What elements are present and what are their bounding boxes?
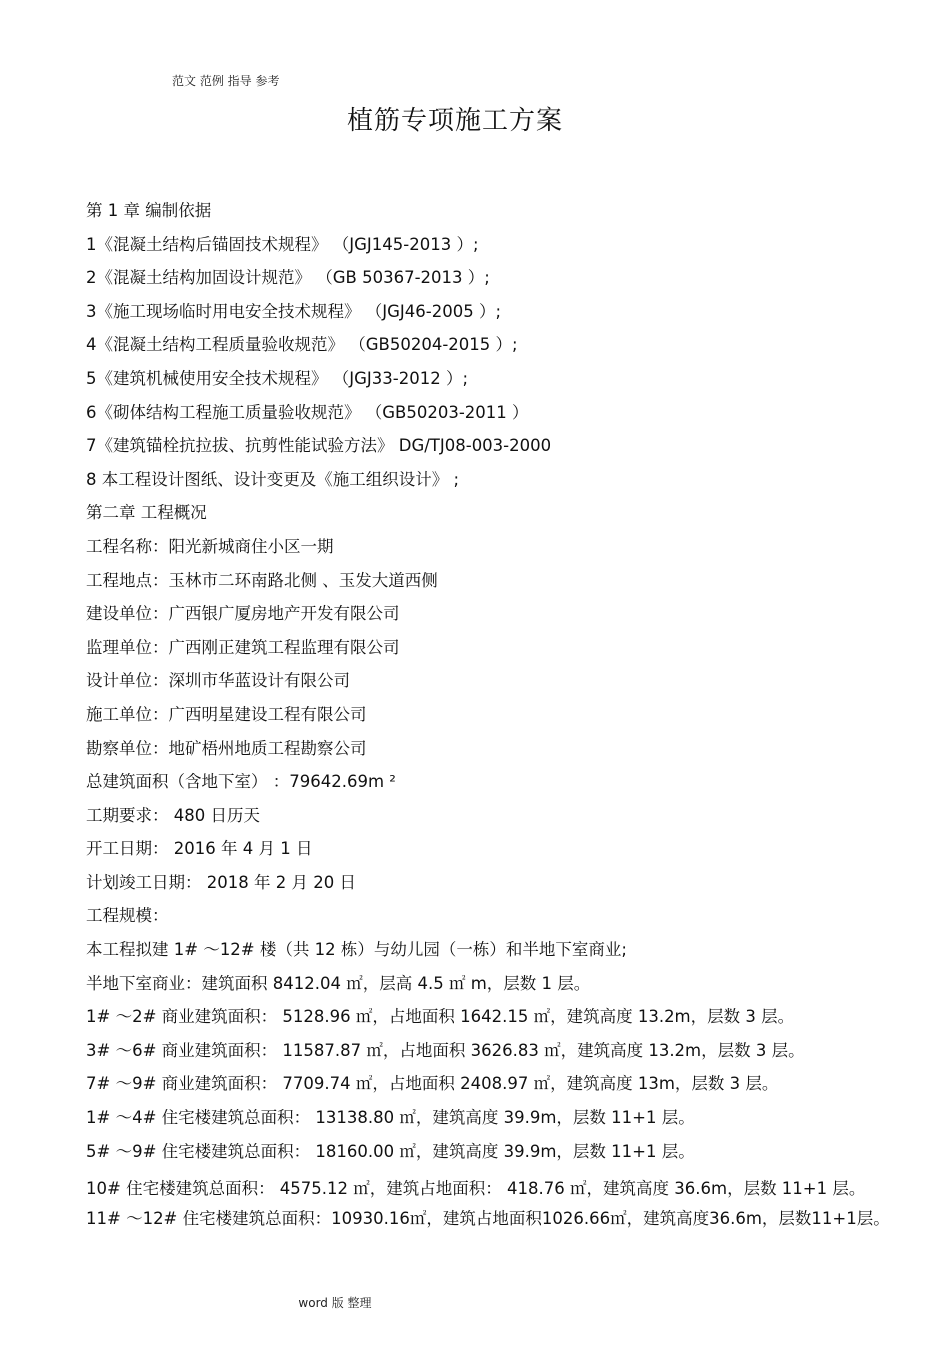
reference-item: 4《混凝土结构工程质量验收规范》 （GB50204-2015 ）;: [86, 335, 518, 355]
scale-item: 7# ～9# 商业建筑面积： 7709.74 ㎡，占地面积 2408.97 ㎡，建筑高度 13m，层数 3 层。: [86, 1074, 779, 1094]
scale-item: 11# ～12# 住宅楼建筑总面积：10930.16㎡，建筑占地面积1026.66㎡，建筑高度36.6m，层数11+1层。: [86, 1208, 890, 1228]
reference-item: 2《混凝土结构加固设计规范》 （GB 50367-2013 ）;: [86, 268, 490, 288]
reference-item: 6《砌体结构工程施工质量验收规范》 （GB50203-2011 ）: [86, 402, 529, 422]
scale-heading: 工程规模：: [86, 906, 169, 926]
surveyor: 勘察单位：地矿梧州地质工程勘察公司: [86, 738, 367, 758]
reference-item: 1《混凝土结构后锚固技术规程》 （JGJ145-2013 ）;: [86, 234, 479, 254]
scale-item: 10# 住宅楼建筑总面积： 4575.12 ㎡，建筑占地面积： 418.76 ㎡，建筑高度 36.6m，层数 11+1 层。: [86, 1179, 866, 1199]
duration: 工期要求： 480 日历天: [86, 805, 260, 825]
document-body: [86, 198, 890, 1239]
reference-item: 3《施工现场临时用电安全技术规程》 （JGJ46-2005 ）;: [86, 301, 502, 321]
reference-item: 8 本工程设计图纸、设计变更及《施工组织设计》 ;: [86, 469, 460, 489]
scale-item: 5# ～9# 住宅楼建筑总面积： 18160.00 ㎡，建筑高度 39.9m，层数 11+1 层。: [86, 1141, 695, 1161]
page-footer: word 版 整理: [298, 1296, 372, 1310]
chapter-1-heading: 第 1 章 编制依据: [86, 201, 212, 220]
developer: 建设单位：广西银广厦房地产开发有限公司: [86, 604, 400, 624]
start-date: 开工日期： 2016 年 4 月 1 日: [86, 839, 313, 859]
planned-completion: 计划竣工日期： 2018 年 2 月 20 日: [86, 872, 356, 892]
contractor: 施工单位：广西明星建设工程有限公司: [86, 704, 367, 724]
scale-item: 1# ～4# 住宅楼建筑总面积： 13138.80 ㎡，建筑高度 39.9m，层数 11+1 层。: [86, 1108, 695, 1128]
scale-item: 3# ～6# 商业建筑面积： 11587.87 ㎡，占地面积 3626.83 ㎡，建筑高度 13.2m，层数 3 层。: [86, 1040, 805, 1060]
chapter-2-heading: 第二章 工程概况: [86, 503, 207, 523]
page-header: 范文 范例 指导 参考: [172, 74, 280, 88]
project-name: 工程名称：阳光新城商住小区一期: [86, 536, 334, 556]
supervisor: 监理单位：广西刚正建筑工程监理有限公司: [86, 637, 400, 657]
reference-item: 5《建筑机械使用安全技术规程》 （JGJ33-2012 ）;: [86, 368, 469, 388]
project-location: 工程地点：玉林市二环南路北侧 、玉发大道西侧: [86, 570, 438, 590]
scale-item: 本工程拟建 1# ～12# 楼（共 12 栋）与幼儿园（一栋）和半地下室商业;: [86, 940, 627, 960]
total-area: 总建筑面积（含地下室） ：79642.69m ²: [86, 772, 396, 792]
scale-item: 半地下室商业：建筑面积 8412.04 ㎡，层高 4.5 ㎡ m，层数 1 层。: [86, 973, 591, 993]
document-title: 植筋专项施工方案: [346, 106, 563, 136]
scale-item: 1# ～2# 商业建筑面积： 5128.96 ㎡，占地面积 1642.15 ㎡，建筑高度 13.2m，层数 3 层。: [86, 1007, 795, 1027]
designer: 设计单位：深圳市华蓝设计有限公司: [86, 671, 350, 691]
reference-item: 7《建筑锚栓抗拉拔、抗剪性能试验方法》 DG/TJ08-003-2000: [86, 436, 552, 456]
